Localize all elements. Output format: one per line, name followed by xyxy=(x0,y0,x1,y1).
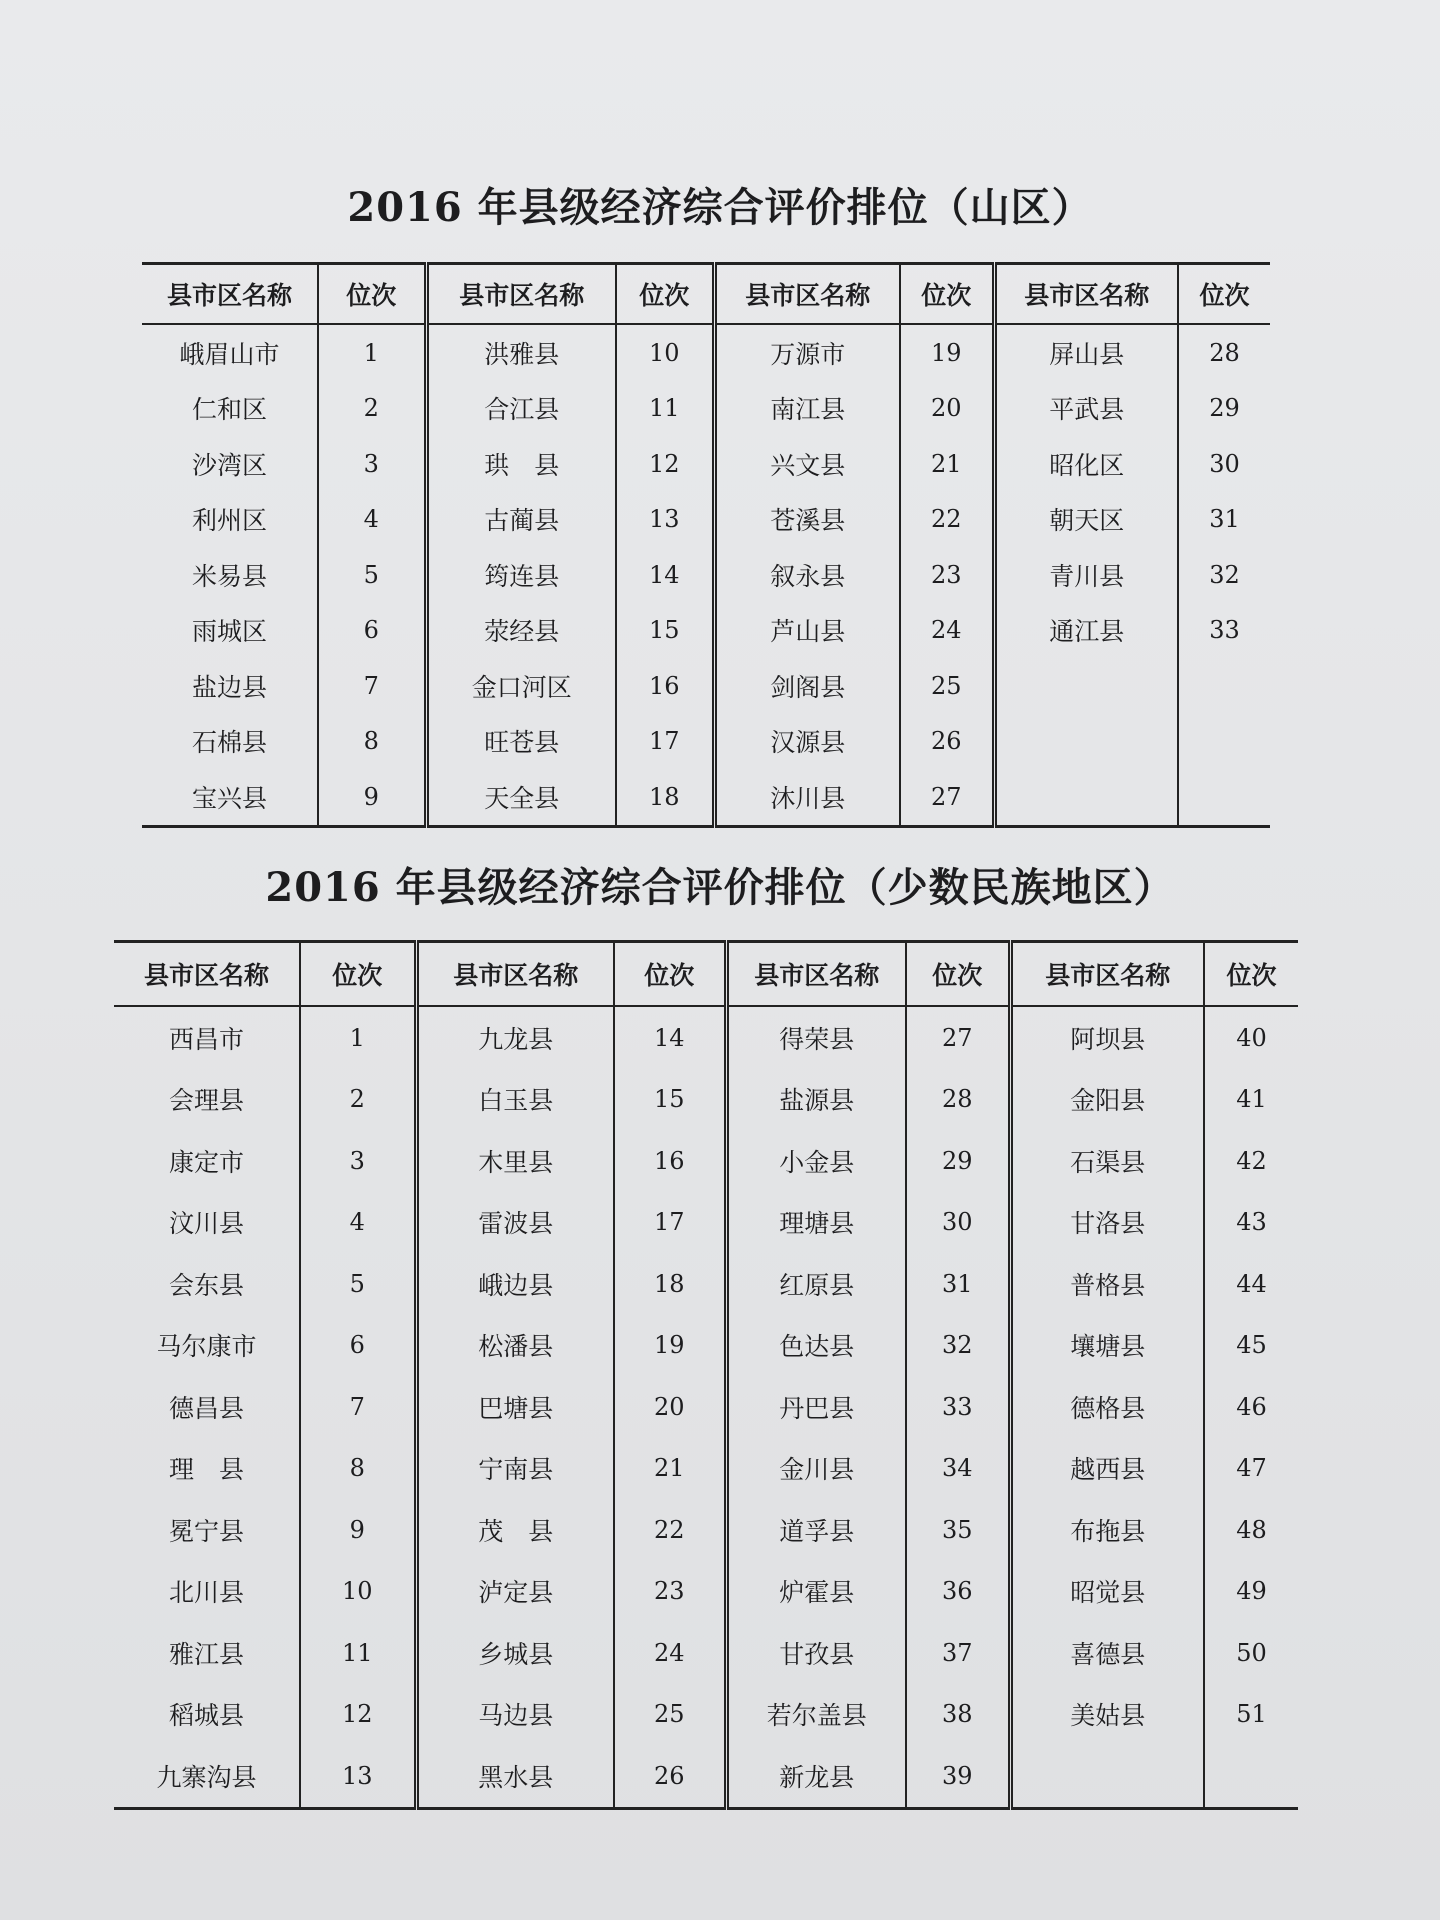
rank-cell: 45 xyxy=(1236,1331,1267,1360)
header-rank-2: 位次 xyxy=(614,942,726,1007)
rank-cell: 25 xyxy=(900,658,994,714)
county-name-cell: 宁南县 xyxy=(416,1438,614,1500)
rank-cell: 31 xyxy=(906,1253,1010,1315)
county-name-cell: 炉霍县 xyxy=(726,1561,906,1623)
rank-cell: 5 xyxy=(318,547,426,603)
county-name-cell: 木里县 xyxy=(416,1130,614,1192)
county-name-cell: 西昌市 xyxy=(114,1006,300,1069)
county-name-cell: 红原县 xyxy=(726,1253,906,1315)
rank-cell: 47 xyxy=(1236,1454,1267,1483)
county-name-cell: 得荣县 xyxy=(726,1006,906,1069)
rank-cell: 30 xyxy=(906,1192,1010,1254)
county-name-cell: 丹巴县 xyxy=(726,1376,906,1438)
county-name-cell: 越西县 xyxy=(1010,1438,1204,1500)
rank-cell: 39 xyxy=(906,1745,1010,1808)
table-row xyxy=(142,492,1270,548)
minority-table-header-row xyxy=(114,942,1298,1007)
county-name-cell: 昭觉县 xyxy=(1010,1561,1204,1623)
rank-cell: 25 xyxy=(614,1684,726,1746)
county-name-cell: 理 县 xyxy=(114,1438,300,1500)
rank-cell: 13 xyxy=(300,1745,416,1808)
table-row xyxy=(142,603,1270,659)
county-name-cell: 九寨沟县 xyxy=(114,1745,300,1808)
rank-cell: 28 xyxy=(1209,338,1240,367)
county-name-cell: 德昌县 xyxy=(114,1376,300,1438)
table-row xyxy=(114,1499,1298,1561)
county-name-cell: 荥经县 xyxy=(426,603,616,659)
rank-cell: 26 xyxy=(900,714,994,770)
header-rank-4: 位次 xyxy=(1204,942,1298,1007)
county-name-cell: 九龙县 xyxy=(416,1006,614,1069)
county-name-cell: 平武县 xyxy=(994,381,1178,437)
rank-cell: 8 xyxy=(300,1438,416,1500)
rank-cell: 2 xyxy=(300,1069,416,1131)
county-name-cell: 会理县 xyxy=(114,1069,300,1131)
rank-cell: 23 xyxy=(900,547,994,603)
rank-cell: 24 xyxy=(614,1622,726,1684)
rank-cell: 10 xyxy=(300,1561,416,1623)
county-name-cell: 布拖县 xyxy=(1010,1499,1204,1561)
rank-cell: 42 xyxy=(1236,1146,1267,1175)
rank-cell: 6 xyxy=(300,1315,416,1377)
table-row xyxy=(142,381,1270,437)
table-row xyxy=(114,1069,1298,1131)
county-name-cell: 会东县 xyxy=(114,1253,300,1315)
county-name-cell: 屏山县 xyxy=(994,324,1178,381)
county-name-cell: 石渠县 xyxy=(1010,1130,1204,1192)
rank-cell: 20 xyxy=(900,381,994,437)
rank-cell: 1 xyxy=(318,324,426,381)
rank-cell: 22 xyxy=(614,1499,726,1561)
county-name-cell: 阿坝县 xyxy=(1010,1006,1204,1069)
county-name-cell: 普格县 xyxy=(1010,1253,1204,1315)
county-name-cell: 古蔺县 xyxy=(426,492,616,548)
table-row xyxy=(114,1376,1298,1438)
county-name-cell: 松潘县 xyxy=(416,1315,614,1377)
mountain-ranking-table xyxy=(142,262,1270,828)
rank-cell: 26 xyxy=(614,1745,726,1808)
rank-cell: 48 xyxy=(1236,1515,1267,1544)
county-name-cell: 仁和区 xyxy=(142,381,318,437)
county-name-cell: 冕宁县 xyxy=(114,1499,300,1561)
rank-cell: 8 xyxy=(318,714,426,770)
rank-cell: 18 xyxy=(616,769,714,826)
rank-cell: 21 xyxy=(900,436,994,492)
rank-cell: 7 xyxy=(318,658,426,714)
header-county-name-4: 县市区名称 xyxy=(1010,942,1204,1007)
rank-cell: 41 xyxy=(1236,1085,1267,1114)
minority-ranking-table xyxy=(114,940,1298,1810)
header-county-name-3: 县市区名称 xyxy=(714,264,900,325)
rank-cell: 36 xyxy=(906,1561,1010,1623)
table-row xyxy=(142,714,1270,770)
county-name-cell: 新龙县 xyxy=(726,1745,906,1808)
county-name-cell: 利州区 xyxy=(142,492,318,548)
rank-cell: 11 xyxy=(300,1622,416,1684)
county-name-cell: 万源市 xyxy=(714,324,900,381)
table-row xyxy=(114,1130,1298,1192)
rank-cell: 12 xyxy=(300,1684,416,1746)
county-name-cell xyxy=(994,769,1178,826)
header-county-name-1: 县市区名称 xyxy=(142,264,318,325)
county-name-cell xyxy=(994,714,1178,770)
county-name-cell: 芦山县 xyxy=(714,603,900,659)
rank-cell: 31 xyxy=(1209,505,1240,534)
rank-cell: 38 xyxy=(906,1684,1010,1746)
rank-cell: 16 xyxy=(616,658,714,714)
rank-cell: 5 xyxy=(300,1253,416,1315)
rank-cell: 46 xyxy=(1236,1392,1267,1421)
header-rank-4: 位次 xyxy=(1178,264,1270,325)
county-name-cell: 叙永县 xyxy=(714,547,900,603)
county-name-cell xyxy=(994,658,1178,714)
rank-cell: 23 xyxy=(614,1561,726,1623)
county-name-cell: 道孚县 xyxy=(726,1499,906,1561)
county-name-cell: 筠连县 xyxy=(426,547,616,603)
county-name-cell: 小金县 xyxy=(726,1130,906,1192)
county-name-cell: 朝天区 xyxy=(994,492,1178,548)
county-name-cell: 金口河区 xyxy=(426,658,616,714)
table-row xyxy=(142,547,1270,603)
rank-cell: 37 xyxy=(906,1622,1010,1684)
rank-cell: 13 xyxy=(616,492,714,548)
header-rank-3: 位次 xyxy=(906,942,1010,1007)
county-name-cell: 金川县 xyxy=(726,1438,906,1500)
rank-cell xyxy=(1178,769,1270,826)
rank-cell: 22 xyxy=(900,492,994,548)
minority-table-title: 2016 年县级经济综合评价排位（少数民族地区） xyxy=(265,864,1175,911)
table-row xyxy=(114,1006,1298,1069)
county-name-cell: 沐川县 xyxy=(714,769,900,826)
county-name-cell: 兴文县 xyxy=(714,436,900,492)
table-row xyxy=(114,1315,1298,1377)
header-county-name-3: 县市区名称 xyxy=(726,942,906,1007)
county-name-cell: 昭化区 xyxy=(994,436,1178,492)
county-name-cell: 德格县 xyxy=(1010,1376,1204,1438)
county-name-cell: 泸定县 xyxy=(416,1561,614,1623)
county-name-cell: 康定市 xyxy=(114,1130,300,1192)
county-name-cell: 天全县 xyxy=(426,769,616,826)
rank-cell: 50 xyxy=(1236,1638,1267,1667)
rank-cell xyxy=(1204,1745,1298,1808)
table-row xyxy=(142,436,1270,492)
rank-cell xyxy=(1178,714,1270,770)
header-county-name-1: 县市区名称 xyxy=(114,942,300,1007)
county-name-cell: 美姑县 xyxy=(1010,1684,1204,1746)
county-name-cell: 米易县 xyxy=(142,547,318,603)
table-row xyxy=(114,1253,1298,1315)
county-name-cell: 雨城区 xyxy=(142,603,318,659)
rank-cell xyxy=(1178,658,1270,714)
county-name-cell: 喜德县 xyxy=(1010,1622,1204,1684)
rank-cell: 4 xyxy=(318,492,426,548)
county-name-cell: 峨边县 xyxy=(416,1253,614,1315)
rank-cell: 29 xyxy=(1209,394,1240,423)
county-name-cell: 峨眉山市 xyxy=(142,324,318,381)
county-name-cell: 马尔康市 xyxy=(114,1315,300,1377)
rank-cell: 34 xyxy=(906,1438,1010,1500)
rank-cell: 33 xyxy=(906,1376,1010,1438)
county-name-cell: 洪雅县 xyxy=(426,324,616,381)
county-name-cell: 通江县 xyxy=(994,603,1178,659)
rank-cell: 3 xyxy=(318,436,426,492)
rank-cell: 40 xyxy=(1236,1023,1267,1052)
rank-cell: 19 xyxy=(900,324,994,381)
county-name-cell: 雅江县 xyxy=(114,1622,300,1684)
county-name-cell: 剑阁县 xyxy=(714,658,900,714)
table-row xyxy=(142,324,1270,381)
mountain-table-header-row xyxy=(142,264,1270,325)
rank-cell: 4 xyxy=(300,1192,416,1254)
rank-cell: 44 xyxy=(1236,1269,1267,1298)
county-name-cell: 巴塘县 xyxy=(416,1376,614,1438)
county-name-cell: 南江县 xyxy=(714,381,900,437)
county-name-cell: 苍溪县 xyxy=(714,492,900,548)
county-name-cell: 雷波县 xyxy=(416,1192,614,1254)
county-name-cell: 合江县 xyxy=(426,381,616,437)
county-name-cell: 色达县 xyxy=(726,1315,906,1377)
header-county-name-2: 县市区名称 xyxy=(416,942,614,1007)
county-name-cell: 马边县 xyxy=(416,1684,614,1746)
rank-cell: 14 xyxy=(614,1006,726,1069)
rank-cell: 30 xyxy=(1209,449,1240,478)
table-row xyxy=(114,1622,1298,1684)
header-rank-1: 位次 xyxy=(318,264,426,325)
county-name-cell: 金阳县 xyxy=(1010,1069,1204,1131)
header-rank-3: 位次 xyxy=(900,264,994,325)
rank-cell: 24 xyxy=(900,603,994,659)
county-name-cell: 茂 县 xyxy=(416,1499,614,1561)
table-row xyxy=(114,1684,1298,1746)
rank-cell: 19 xyxy=(614,1315,726,1377)
header-rank-2: 位次 xyxy=(616,264,714,325)
rank-cell: 21 xyxy=(614,1438,726,1500)
rank-cell: 33 xyxy=(1209,616,1240,645)
rank-cell: 1 xyxy=(300,1006,416,1069)
rank-cell: 9 xyxy=(300,1499,416,1561)
rank-cell: 20 xyxy=(614,1376,726,1438)
county-name-cell: 黑水县 xyxy=(416,1745,614,1808)
mountain-table-title: 2016 年县级经济综合评价排位（山区） xyxy=(347,184,1093,231)
rank-cell: 3 xyxy=(300,1130,416,1192)
county-name-cell: 汉源县 xyxy=(714,714,900,770)
rank-cell: 16 xyxy=(614,1130,726,1192)
county-name-cell: 盐边县 xyxy=(142,658,318,714)
rank-cell: 27 xyxy=(906,1006,1010,1069)
table-row xyxy=(114,1745,1298,1808)
rank-cell: 17 xyxy=(614,1192,726,1254)
rank-cell: 11 xyxy=(616,381,714,437)
county-name-cell: 沙湾区 xyxy=(142,436,318,492)
header-rank-1: 位次 xyxy=(300,942,416,1007)
rank-cell: 17 xyxy=(616,714,714,770)
county-name-cell: 石棉县 xyxy=(142,714,318,770)
table-row xyxy=(114,1438,1298,1500)
rank-cell: 14 xyxy=(616,547,714,603)
table-row xyxy=(114,1561,1298,1623)
county-name-cell: 珙 县 xyxy=(426,436,616,492)
rank-cell: 6 xyxy=(318,603,426,659)
county-name-cell: 旺苍县 xyxy=(426,714,616,770)
rank-cell: 15 xyxy=(614,1069,726,1131)
table-row xyxy=(114,1192,1298,1254)
table-row xyxy=(142,658,1270,714)
county-name-cell: 汶川县 xyxy=(114,1192,300,1254)
rank-cell: 10 xyxy=(616,324,714,381)
rank-cell: 29 xyxy=(906,1130,1010,1192)
header-county-name-2: 县市区名称 xyxy=(426,264,616,325)
header-county-name-4: 县市区名称 xyxy=(994,264,1178,325)
county-name-cell: 盐源县 xyxy=(726,1069,906,1131)
rank-cell: 43 xyxy=(1236,1208,1267,1237)
rank-cell: 28 xyxy=(906,1069,1010,1131)
county-name-cell: 壤塘县 xyxy=(1010,1315,1204,1377)
county-name-cell: 白玉县 xyxy=(416,1069,614,1131)
rank-cell: 27 xyxy=(900,769,994,826)
county-name-cell xyxy=(1010,1745,1204,1808)
rank-cell: 35 xyxy=(906,1499,1010,1561)
rank-cell: 32 xyxy=(1209,560,1240,589)
rank-cell: 12 xyxy=(616,436,714,492)
table-row xyxy=(142,769,1270,826)
rank-cell: 49 xyxy=(1236,1577,1267,1606)
county-name-cell: 青川县 xyxy=(994,547,1178,603)
county-name-cell: 甘孜县 xyxy=(726,1622,906,1684)
county-name-cell: 甘洛县 xyxy=(1010,1192,1204,1254)
county-name-cell: 乡城县 xyxy=(416,1622,614,1684)
rank-cell: 51 xyxy=(1236,1700,1267,1729)
county-name-cell: 宝兴县 xyxy=(142,769,318,826)
rank-cell: 32 xyxy=(906,1315,1010,1377)
county-name-cell: 北川县 xyxy=(114,1561,300,1623)
county-name-cell: 稻城县 xyxy=(114,1684,300,1746)
county-name-cell: 理塘县 xyxy=(726,1192,906,1254)
rank-cell: 18 xyxy=(614,1253,726,1315)
rank-cell: 2 xyxy=(318,381,426,437)
rank-cell: 7 xyxy=(300,1376,416,1438)
county-name-cell: 若尔盖县 xyxy=(726,1684,906,1746)
rank-cell: 9 xyxy=(318,769,426,826)
rank-cell: 15 xyxy=(616,603,714,659)
